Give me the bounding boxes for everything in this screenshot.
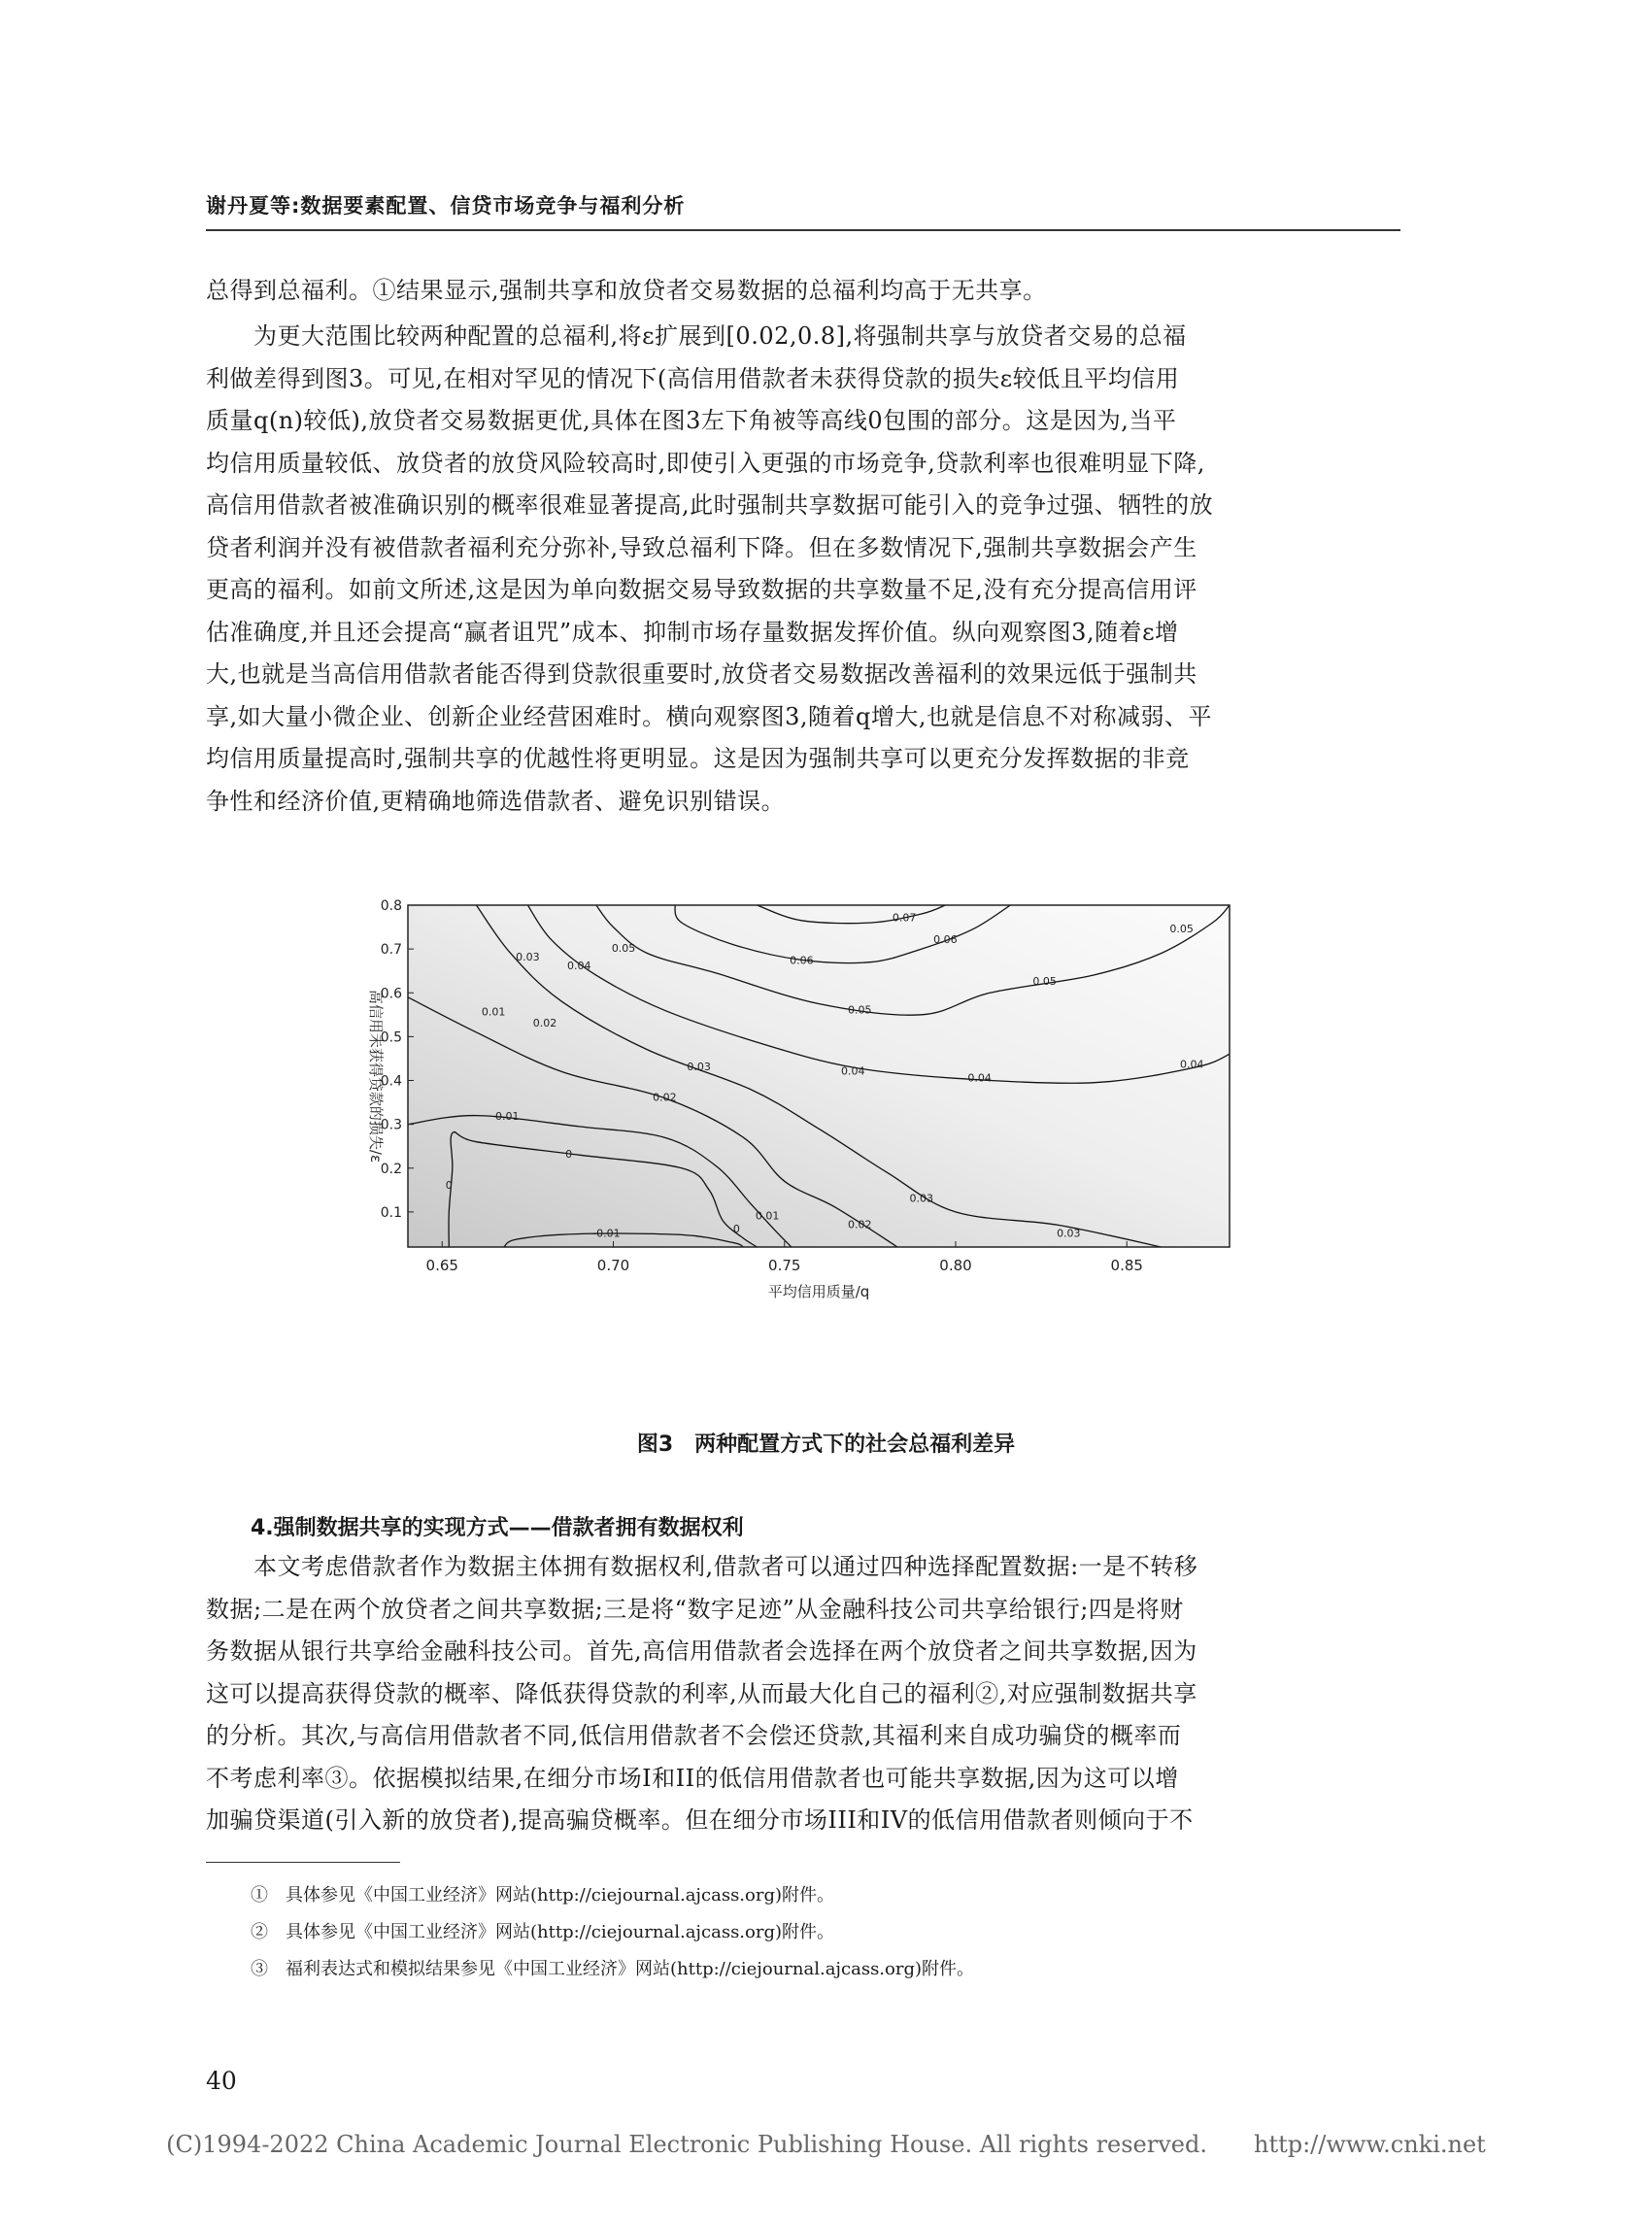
y-tick-label-7: 0.8 (380, 898, 402, 914)
y-tick-label-4: 0.5 (380, 1029, 402, 1046)
header-divider (206, 229, 1400, 231)
x-tick-label-0: 0.65 (425, 1257, 458, 1274)
paragraph-line: 这可以提高获得贷款的概率、降低获得贷款的利率,从而最大化自己的福利②,对应强制数据共享 (206, 1679, 1197, 1707)
paragraph-line: 总得到总福利。①结果显示,强制共享和放贷者交易数据的总福利均高于无共享。 (206, 277, 1047, 304)
contour-label-24: 0.07 (892, 911, 917, 925)
contour-label-13: 0.03 (1057, 1227, 1081, 1240)
x-tick-label-3: 0.80 (939, 1257, 972, 1274)
x-tick-label-2: 0.75 (768, 1257, 801, 1274)
y-tick-label-6: 0.7 (380, 942, 402, 959)
figure-caption: 图3 两种配置方式下的社会总福利差异 (636, 1433, 1016, 1457)
footnote-divider (206, 1862, 400, 1863)
paragraph-2 (206, 316, 1400, 823)
paragraph-line: 更高的福利。如前文所述,这是因为单向数据交易导致数据的共享数量不足,没有充分提高信用评 (206, 576, 1197, 603)
contour-label-17: 0.04 (1179, 1058, 1204, 1071)
paragraph-line: 务数据从银行共享给金融科技公司。首先,高信用借款者会选择在两个放贷者之间共享数据,因为 (206, 1637, 1197, 1665)
running-header: 谢丹夏等:数据要素配置、信贷市场竞争与福利分析 (206, 194, 686, 218)
y-axis-label: 高信用未获得贷款的损失/ε (367, 989, 385, 1164)
contour-label-4: 0.01 (494, 1109, 520, 1123)
contour-label-16: 0.04 (967, 1071, 992, 1085)
paragraph-line: 的分析。其次,与高信用借款者不同,低信用借款者不会偿还贷款,其福利来自成功骗贷的概率而 (206, 1722, 1182, 1749)
paragraph-line: 加骗贷渠道(引入新的放贷者),提高骗贷概率。但在细分市场III和IV的低信用借款者则倾向于不 (206, 1806, 1194, 1834)
footnote-2: ② 具体参见《中国工业经济》网站(http://ciejournal.ajcass.org)附件。 (251, 1922, 835, 1942)
contour-label-11: 0.03 (516, 951, 540, 964)
section-heading: 4.强制数据共享的实现方式——借款者拥有数据权利 (251, 1516, 744, 1540)
paragraph-line: 大,也就是当高信用借款者能否得到贷款很重要时,放贷者交易数据改善福利的效果远低于强制共 (206, 660, 1197, 688)
paragraph-line: 利做差得到图3。可见,在相对罕见的情况下(高信用借款者未获得贷款的损失ε较低且平均信用 (206, 364, 1180, 392)
y-tick-label-3: 0.4 (380, 1073, 402, 1090)
paragraph-line: 均信用质量较低、放贷者的放贷风险较高时,即使引入更强的市场竞争,贷款利率也很难明显下降, (206, 449, 1205, 477)
paragraph-line: 争性和经济价值,更精确地筛选借款者、避免识别错误。 (206, 787, 786, 815)
y-tick-label-2: 0.3 (380, 1117, 402, 1133)
contour-label-7: 0.02 (653, 1091, 677, 1104)
contour-label-3: 0 (732, 1222, 740, 1235)
footnotes (251, 1877, 974, 1988)
contour-label-10: 0.03 (687, 1060, 711, 1073)
contour-label-6: 0.01 (481, 1005, 506, 1019)
paragraph-line: 质量q(n)较低),放贷者交易数据更优,具体在图3左下角被等高线0包围的部分。这是因为,当平 (206, 407, 1177, 434)
contour-label-8: 0.02 (532, 1016, 557, 1029)
contour-label-14: 0.04 (567, 960, 591, 973)
paragraph-line: 享,如大量小微企业、创新企业经营困难时。横向观察图3,随着q增大,也就是信息不对称减弱、平 (206, 702, 1213, 730)
contour-label-15: 0.04 (841, 1064, 865, 1078)
paragraph-line: 估准确度,并且还会提高“赢者诅咒”成本、抑制市场存量数据发挥价值。纵向观察图3,随着ε增 (206, 618, 1179, 646)
paragraph-3 (206, 1546, 1400, 1842)
contour-label-21: 0.05 (1169, 922, 1194, 935)
y-tick-label-0: 0.1 (380, 1204, 402, 1221)
contour-label-23: 0.06 (933, 933, 958, 947)
paragraph-1 (206, 270, 1400, 313)
contour-label-22: 0.06 (790, 954, 814, 967)
y-tick-label-5: 0.6 (380, 986, 402, 1002)
figure-3-contour-chart (350, 894, 1263, 1418)
contour-label-20: 0.05 (1032, 974, 1057, 988)
paragraph-line: 本文考虑借款者作为数据主体拥有数据权利,借款者可以通过四种选择配置数据:一是不转移 (206, 1553, 1198, 1580)
footnote-1: ① 具体参见《中国工业经济》网站(http://ciejournal.ajcass.org)附件。 (251, 1885, 835, 1906)
contour-label-9: 0.02 (848, 1218, 872, 1231)
paragraph-line: 贷者利润并没有被借款者福利充分弥补,导致总福利下降。但在多数情况下,强制共享数据会产生 (206, 533, 1197, 561)
x-tick-label-1: 0.70 (596, 1257, 630, 1274)
page-number: 40 (206, 2067, 237, 2095)
y-tick-label-1: 0.2 (380, 1161, 402, 1177)
paragraph-line: 为更大范围比较两种配置的总福利,将ε扩展到[0.02,0.8],将强制共享与放贷者交易的总福 (206, 322, 1187, 350)
footnote-3: ③ 福利表达式和模拟结果参见《中国工业经济》网站(http://ciejournal.ajcass.org)附件。 (251, 1959, 975, 1979)
contour-label-0: -0.01 (592, 1227, 621, 1240)
contour-chart-svg (350, 894, 1263, 1418)
x-tick-label-4: 0.85 (1110, 1257, 1143, 1274)
x-axis-label: 平均信用质量/q (767, 1283, 870, 1300)
contour-label-12: 0.03 (909, 1192, 933, 1205)
contour-label-18: 0.05 (611, 942, 636, 956)
contour-label-5: 0.01 (755, 1209, 780, 1223)
contour-label-19: 0.05 (848, 1003, 872, 1017)
paragraph-line: 均信用质量提高时,强制共享的优越性将更明显。这是因为强制共享可以更充分发挥数据的非竞 (206, 745, 1190, 772)
paragraph-line: 高信用借款者被准确识别的概率很难显著提高,此时强制共享数据可能引入的竞争过强、牺牲的放 (206, 491, 1214, 519)
contour-label-2: 0 (565, 1148, 573, 1162)
paragraph-line: 数据;二是在两个放贷者之间共享数据;三是将“数字足迹”从金融科技公司共享给银行;四是将财 (206, 1595, 1184, 1623)
paragraph-line: 不考虑利率③。依据模拟结果,在细分市场I和II的低信用借款者也可能共享数据,因为这可以增 (206, 1764, 1179, 1792)
contour-label-1: 0 (445, 1178, 453, 1192)
copyright-watermark: (C)1994-2022 China Academic Journal Electronic Publishing House. All rights reserved. http://www.cnki.net (166, 2131, 1486, 2158)
